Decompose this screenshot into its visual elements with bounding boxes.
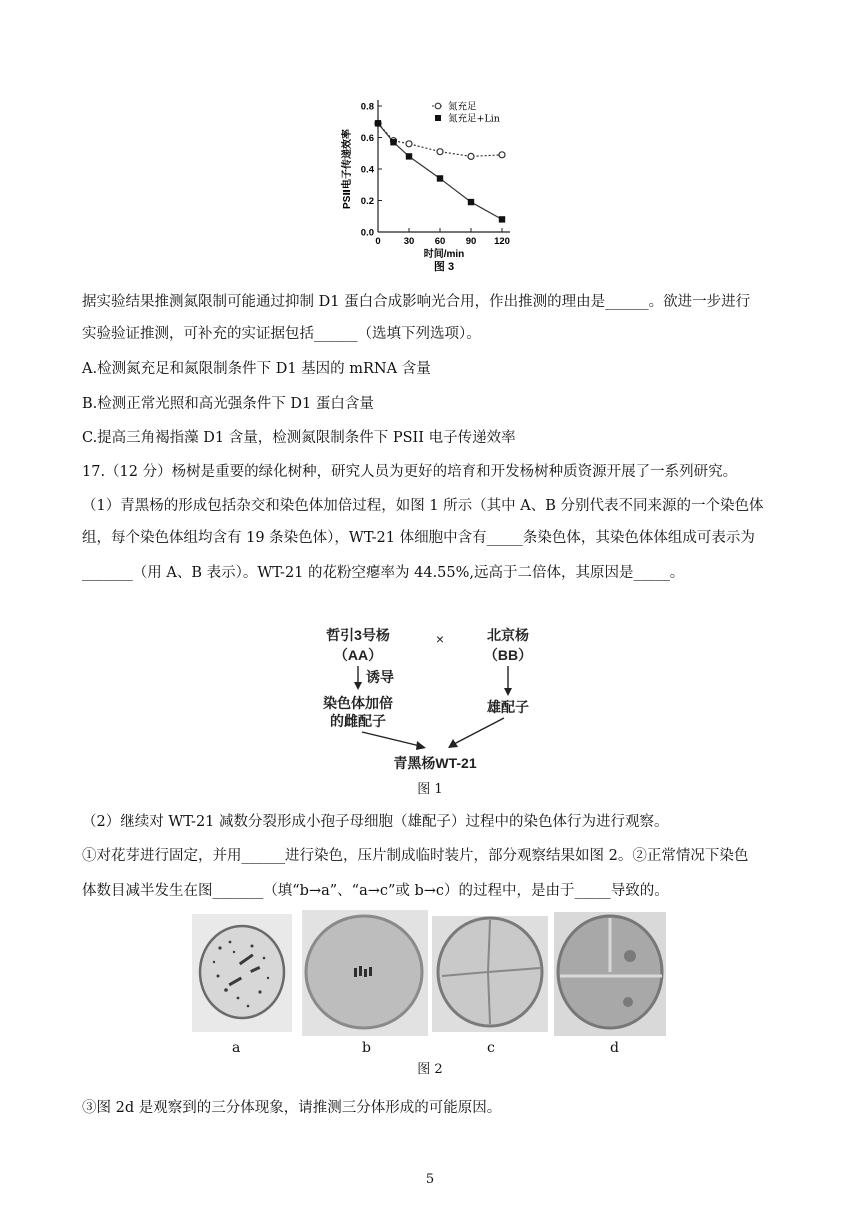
psii-efficiency-chart bbox=[340, 92, 520, 272]
arrow-head bbox=[354, 682, 362, 690]
paragraph-line: 据实验结果推测氮限制可能通过抑制 D1 蛋白合成影响光合用，作出推测的理由是______。欲进一步进行 bbox=[82, 294, 751, 310]
data-point-circle bbox=[468, 153, 474, 159]
x-axis-label: 时间/min bbox=[423, 249, 465, 260]
data-point-square bbox=[406, 153, 412, 159]
option-c: C.提高三角褐指藻 D1 含量，检测氮限制条件下 PSII 电子传递效率 bbox=[82, 430, 516, 446]
right-parent-label: 北京杨 bbox=[487, 627, 529, 643]
question-17-1-line: _______（用 A、B 表示）。WT-21 的花粉空瘪率为 44.55%,远高于二倍体，其原因是_____。 bbox=[82, 565, 685, 581]
figure-3 bbox=[340, 92, 520, 276]
y-tick-label: 0.4 bbox=[360, 164, 374, 176]
option-a: A.检测氮充足和氮限制条件下 D1 基因的 mRNA 含量 bbox=[82, 361, 431, 377]
data-point-circle bbox=[499, 152, 505, 158]
data-point-square bbox=[390, 139, 396, 145]
cell-a bbox=[200, 926, 284, 1018]
question-17-1-line: （1）青黑杨的形成包括杂交和染色体加倍过程，如图 1 所示（其中 A、B 分别代表不同来源的一个染色体 bbox=[82, 498, 764, 514]
question-17-2: （2）继续对 WT-21 减数分裂形成小孢子母细胞（雄配子）过程中的染色体行为进行观察。 bbox=[82, 814, 669, 830]
arrow-head bbox=[504, 688, 512, 696]
data-point-square bbox=[468, 199, 474, 205]
y-tick-label: 0.8 bbox=[360, 101, 374, 113]
x-tick-label: 60 bbox=[434, 236, 446, 247]
micrograph-strip bbox=[190, 906, 670, 1042]
question-17-2-line: 体数目减半发生在图_______（填“b→a”、“a→c”或 b→c）的过程中，是由于_____导致的。 bbox=[82, 883, 669, 899]
converge-arrow-right bbox=[454, 718, 504, 744]
panel-b-label: b bbox=[362, 1040, 371, 1056]
question-17-1-line: 组，每个染色体组均含有 19 条染色体），WT-21 体细胞中含有_____条染色体，其染色体体组成可表示为 bbox=[82, 530, 755, 546]
figure-3-caption: 图 3 bbox=[433, 261, 455, 272]
cross-diagram bbox=[290, 622, 570, 772]
induce-label: 诱导 bbox=[366, 669, 394, 685]
nucleus-d bbox=[623, 997, 633, 1007]
y-axis-label: PSⅡ电子传递效率 bbox=[342, 129, 353, 209]
x-tick-label: 90 bbox=[465, 236, 477, 247]
figure-1-caption: 图 1 bbox=[417, 782, 443, 797]
left-parent-label: 哲引3号杨 bbox=[326, 627, 390, 643]
right-gamete-label: 雄配子 bbox=[487, 699, 529, 715]
panel-c-label: c bbox=[487, 1040, 495, 1056]
arrow-head bbox=[416, 741, 426, 750]
legend-marker-circle bbox=[435, 103, 441, 109]
panel-d-label: d bbox=[610, 1040, 619, 1056]
data-point-circle bbox=[437, 149, 443, 155]
legend-entry: 氮充足+Lin bbox=[448, 113, 500, 125]
left-genome-label: （AA） bbox=[333, 647, 383, 663]
left-gamete-line2: 的雌配子 bbox=[330, 713, 386, 729]
left-gamete-line1: 染色体加倍 bbox=[323, 695, 393, 711]
question-17-2-line: ③图 2d 是观察到的三分体现象，请推测三分体形成的可能原因。 bbox=[82, 1100, 502, 1116]
x-tick-label: 30 bbox=[403, 236, 415, 247]
nucleus-d bbox=[624, 950, 636, 962]
legend-entry: 氮充足 bbox=[448, 101, 477, 113]
question-17-2-line: ①对花芽进行固定，并用______进行染色，压片制成临时装片，部分观察结果如图 2。②正常情况下染色 bbox=[82, 848, 749, 864]
data-point-circle bbox=[406, 141, 412, 147]
figure-2-caption: 图 2 bbox=[417, 1062, 443, 1077]
legend-marker-square bbox=[435, 115, 441, 121]
y-tick-label: 0.0 bbox=[360, 227, 374, 239]
panel-a-label: a bbox=[232, 1040, 241, 1056]
paragraph-line: 实验验证推测，可补充的实证据包括______（选填下列选项）。 bbox=[82, 326, 481, 342]
question-17: 17.（12 分）杨树是重要的绿化树种，研究人员为更好的培育和开发杨树种质资源开展了一系列研究。 bbox=[82, 464, 738, 480]
converge-arrow-left bbox=[362, 732, 420, 746]
figure-2 bbox=[190, 906, 670, 1046]
x-tick-label: 120 bbox=[494, 236, 510, 247]
data-point-square bbox=[499, 216, 505, 222]
option-b: B.检测正常光照和高光强条件下 D1 蛋白含量 bbox=[82, 396, 374, 412]
offspring-label: 青黑杨WT-21 bbox=[393, 755, 477, 771]
series-line-2 bbox=[378, 123, 502, 219]
data-point-square bbox=[375, 120, 381, 126]
y-tick-label: 0.6 bbox=[360, 133, 374, 144]
arrow-head bbox=[448, 739, 458, 748]
right-genome-label: （BB） bbox=[483, 647, 533, 663]
y-tick-label: 0.2 bbox=[360, 196, 374, 207]
page-number: 5 bbox=[425, 1172, 435, 1187]
cross-symbol: × bbox=[435, 631, 445, 647]
data-point-square bbox=[437, 175, 443, 181]
x-tick-label: 0 bbox=[375, 236, 381, 247]
figure-1 bbox=[290, 622, 570, 776]
